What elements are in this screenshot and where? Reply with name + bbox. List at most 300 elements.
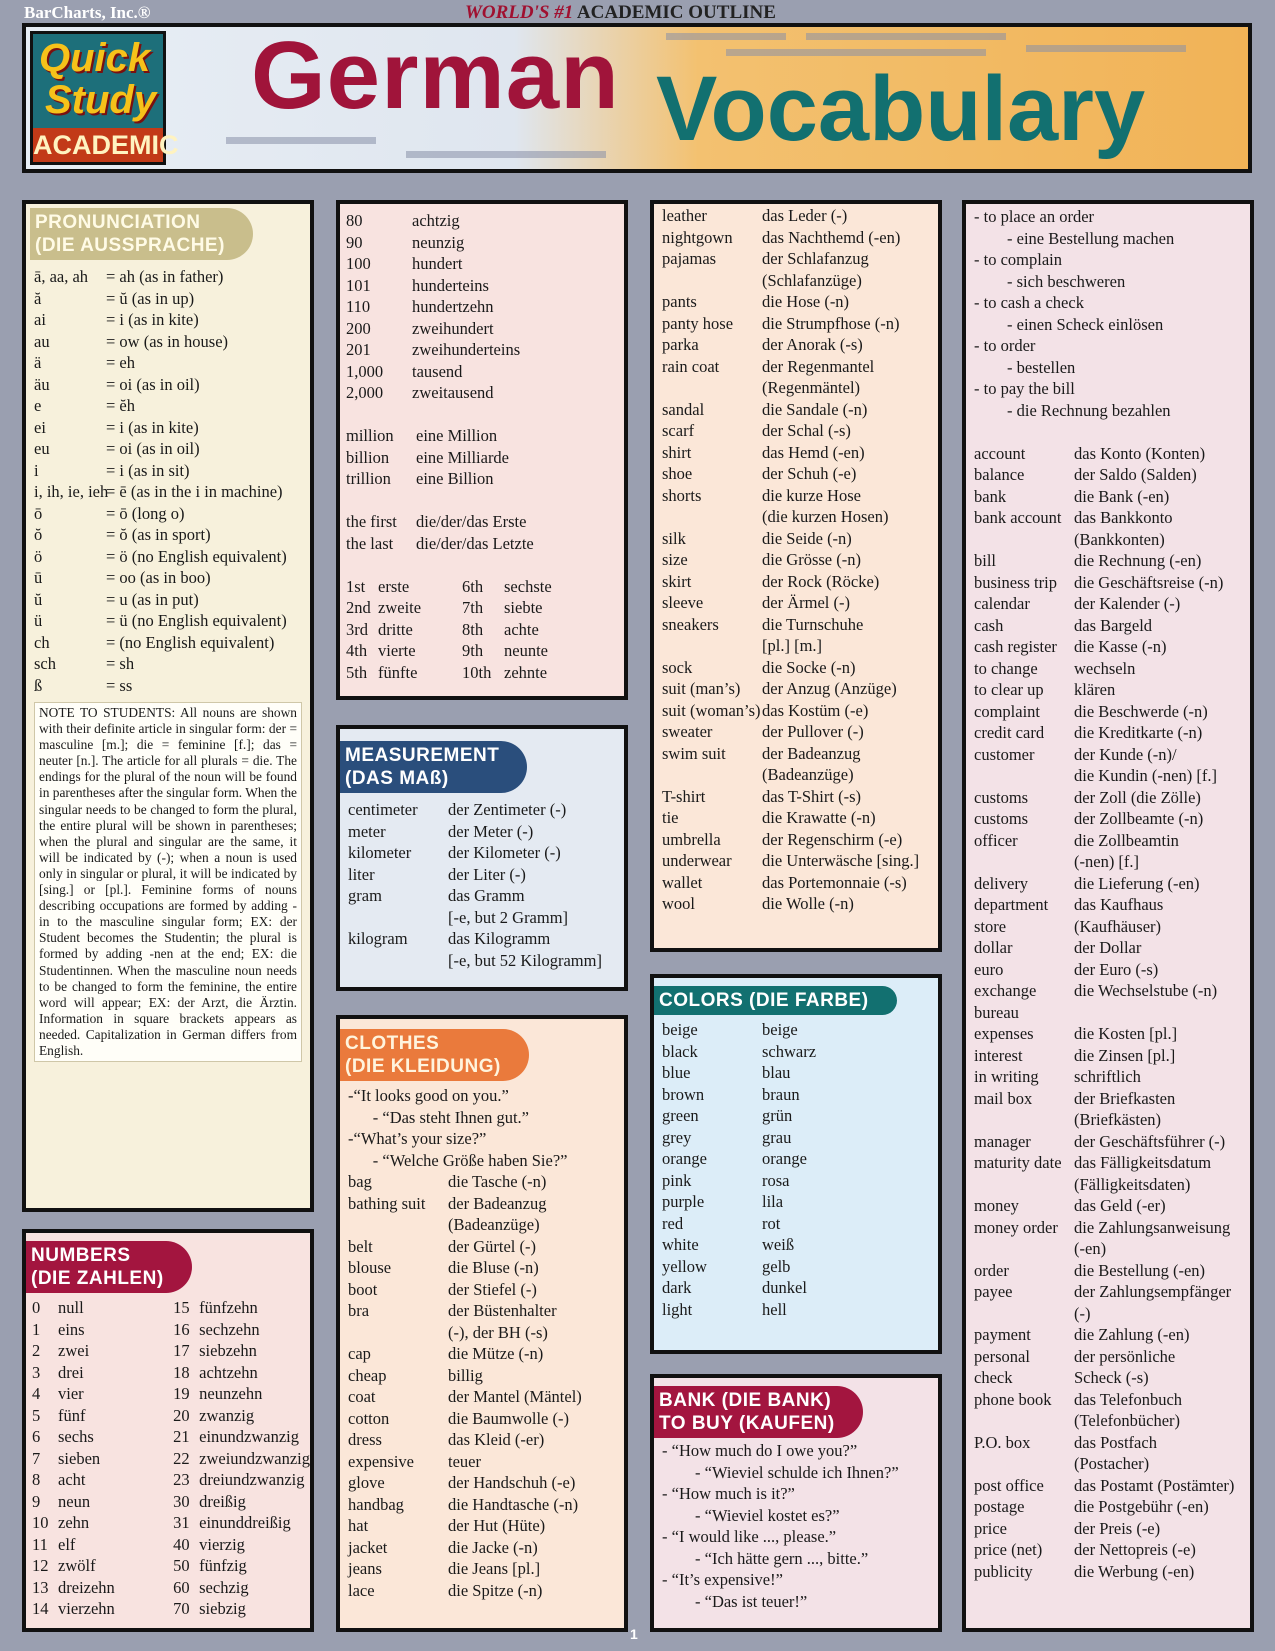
number-row-translation: achtzig	[412, 211, 460, 230]
clothes-row-term: cotton	[348, 1408, 390, 1428]
clothes-row-term: coat	[348, 1387, 376, 1406]
measurement-row	[348, 885, 624, 907]
bank-row-translation: das Postfach	[1074, 1432, 1157, 1452]
clothes-row-translation: der Gürtel (-)	[448, 1236, 536, 1256]
tagline	[465, 2, 776, 24]
bank-row-translation: die Geschäftsreise (-n)	[1074, 572, 1224, 592]
pronunciation-row-translation: = i (as in sit)	[106, 460, 190, 480]
clothes-row-translation: der Schal (-s)	[762, 421, 851, 440]
pronunciation-row-translation: = ö (no English equivalent)	[106, 546, 287, 566]
number-row-term: trillion	[346, 469, 391, 488]
number-row-translation: zwei	[58, 1341, 90, 1360]
bank-row	[974, 1346, 1250, 1368]
ordinal-word: dritte	[378, 619, 413, 639]
clothes-row-term	[662, 506, 762, 528]
number-row	[173, 1319, 310, 1341]
number-row-term: 201	[346, 340, 371, 359]
pronunciation-row-translation: = oo (as in boo)	[106, 568, 211, 587]
measurement-row-term: kilometer	[348, 843, 412, 862]
bank-row-term: maturity date	[974, 1153, 1062, 1172]
number-row-translation: sieben	[58, 1448, 101, 1468]
number-row-term: 90	[346, 232, 363, 252]
measurement-row-term: meter	[348, 821, 386, 841]
bank-row-term: post office	[974, 1475, 1044, 1495]
color-row-translation: gelb	[762, 1256, 791, 1276]
bank-phrase: - “I would like ..., please.”	[662, 1527, 837, 1546]
bank-row-term: bureau	[974, 1002, 1019, 1022]
number-row-term: 110	[346, 297, 371, 316]
number-row-term: 2,000	[346, 383, 384, 402]
color-row	[662, 1256, 938, 1278]
bank-row-translation: die Kosten [pl.]	[1074, 1024, 1178, 1043]
pronunciation-row	[34, 417, 310, 439]
numbers-continued-list	[340, 204, 624, 683]
ordinal-row	[346, 619, 624, 641]
clothes-row-translation: teuer	[448, 1451, 481, 1471]
color-row	[662, 1105, 938, 1127]
number-row-translation: eine Milliarde	[416, 447, 510, 467]
pronunciation-row-term: ei	[34, 417, 46, 437]
bank-row	[974, 894, 1250, 916]
number-row	[32, 1319, 173, 1341]
clothes-row-term: glove	[348, 1473, 385, 1492]
clothes-row-term: sleeve	[662, 593, 704, 612]
bank-row-term: dollar	[974, 938, 1013, 957]
number-row	[346, 533, 624, 555]
pronunciation-row	[34, 675, 310, 697]
numbers-list-right	[173, 1297, 310, 1620]
number-row-term: 31	[173, 1513, 190, 1532]
number-row-translation: vier	[58, 1384, 84, 1403]
color-row-term: brown	[662, 1084, 705, 1104]
clothes-panel	[336, 1015, 628, 1632]
number-row	[32, 1426, 173, 1448]
pronunciation-row-translation: = ow (as in house)	[106, 331, 229, 351]
bank-row	[974, 722, 1250, 744]
clothes-row-term: rain coat	[662, 356, 720, 376]
clothes-row	[662, 807, 938, 829]
number-row	[173, 1469, 310, 1491]
numbers-heading	[26, 1241, 192, 1293]
ordinal-word: erste	[378, 576, 410, 596]
clothes-row-term: shirt	[662, 442, 692, 462]
measurement-row	[348, 928, 624, 950]
clothes-row-term: scarf	[662, 421, 695, 440]
number-row-term: billion	[346, 447, 390, 467]
number-row-term: 30	[173, 1491, 190, 1511]
number-row-translation: zweihunderteins	[412, 340, 521, 359]
bank-row-term: balance	[974, 465, 1025, 484]
bank-row	[974, 550, 1250, 572]
number-row-translation: fünf	[58, 1405, 86, 1425]
bank-row-term: customer	[974, 744, 1035, 764]
bank-row	[974, 1195, 1250, 1217]
color-row-term: white	[662, 1235, 699, 1254]
number-row-translation: tausend	[412, 361, 463, 381]
clothes-row	[348, 1279, 624, 1301]
number-row	[346, 232, 624, 254]
bank-row-term: check	[974, 1368, 1013, 1387]
number-row-term: 11	[32, 1534, 48, 1554]
number-row-translation: neunzehn	[199, 1384, 263, 1403]
bank-row-translation: die Wechselstube (-n)	[1074, 981, 1218, 1000]
number-row-translation: eins	[58, 1319, 85, 1339]
clothes-row-translation: (die kurzen Hosen)	[762, 507, 889, 526]
number-row-term: 16	[173, 1319, 190, 1339]
clothes-row-translation: (Badeanzüge)	[448, 1215, 540, 1234]
clothes-phrase: -“It looks good on you.”	[348, 1086, 509, 1105]
bank-row-translation: die Rechnung (-en)	[1074, 551, 1202, 570]
bank-row-translation: die Werbung (-en)	[1074, 1561, 1195, 1581]
clothes-row-translation: die Spitze (-n)	[448, 1580, 543, 1600]
bank-row-translation: der Nettopreis (-e)	[1074, 1540, 1196, 1559]
clothes-row	[662, 764, 938, 786]
bank-row-term: expenses	[974, 1024, 1034, 1043]
pronunciation-row	[34, 632, 310, 654]
clothes-row-translation: die Jeans [pl.]	[448, 1559, 541, 1578]
bank-row-translation: der Zahlungsempfänger	[1074, 1282, 1232, 1301]
pronunciation-heading	[30, 208, 253, 260]
clothes-row-term: swim suit	[662, 743, 726, 763]
color-row	[662, 1019, 938, 1041]
pronunciation-row-term: ŭ	[34, 589, 43, 609]
number-row-translation: siebzig	[199, 1599, 246, 1618]
number-row-term: 15	[173, 1298, 190, 1317]
color-row	[662, 1148, 938, 1170]
number-row-translation: vierzehn	[58, 1599, 115, 1618]
clothes-row-term: pajamas	[662, 249, 717, 268]
clothes-row-term	[662, 764, 762, 786]
pronunciation-row-translation: = ō (long o)	[106, 503, 185, 523]
clothes-row-translation: die Sandale (-n)	[762, 399, 868, 419]
number-row-term: 3	[32, 1362, 41, 1382]
clothes-row	[348, 1494, 624, 1516]
clothes-row-translation: die Wolle (-n)	[762, 894, 854, 913]
clothes-row	[662, 377, 938, 399]
color-row-term: yellow	[662, 1256, 707, 1276]
bank-row	[974, 873, 1250, 895]
bank-phrase: - “It’s expensive!”	[662, 1570, 783, 1589]
bank-row	[974, 1367, 1250, 1389]
number-row-translation: achtzehn	[199, 1362, 258, 1382]
clothes-row-term	[348, 1322, 448, 1344]
number-row-translation: dreizehn	[58, 1577, 115, 1597]
number-row	[173, 1426, 310, 1448]
measurement-list	[340, 799, 624, 971]
bank-row	[974, 1088, 1250, 1110]
clothes-row-translation: das Hemd (-en)	[762, 442, 865, 462]
clothes-row	[662, 678, 938, 700]
number-row-translation: hunderteins	[412, 275, 489, 295]
measurement-row-term: gram	[348, 886, 382, 905]
numbers-list	[26, 1297, 310, 1620]
clothes-row	[662, 485, 938, 507]
clothes-row-term: sneakers	[662, 614, 719, 634]
clothes-row-translation: der Handschuh (-e)	[448, 1473, 576, 1492]
pronunciation-row	[34, 309, 310, 331]
measurement-row-translation: der Kilometer (-)	[448, 843, 561, 862]
number-row-translation: vierzig	[199, 1534, 245, 1554]
number-row	[173, 1405, 310, 1427]
clothes-row-term: shorts	[662, 485, 702, 505]
bank-row	[974, 1432, 1250, 1454]
bank-row	[974, 1238, 1250, 1260]
clothes-row-term: sweater	[662, 722, 713, 741]
bank-row-translation: schriftlich	[1074, 1067, 1141, 1086]
pronunciation-row-term: au	[34, 331, 50, 351]
clothes-row-term: belt	[348, 1236, 373, 1256]
note-to-students: NOTE TO STUDENTS: All nouns are shown with their definite article in singular form: der = masculine [m.]; die = feminine [f.]; das = neuter [n.]. The article for all plurals = die. The endings for the plural of the noun will be found in parentheses after the singular form. When the singular needs to be changed to form the plural, the entire plural will be shown in parentheses; when the plural and singular are the same, it will be indicated by (-); when a noun is used only in singular or plural, it will be indicated by [sing.] or [pl.]. Feminine forms of nouns describing occupations are formed by adding -in to the masculine singular form; EX: der Student becomes the Studentin; the plural is formed by adding -nen at the end; EX: die Studentinnen. When the masculine noun needs to be changed to form the feminine, the entire word will appear; EX: der Arzt, die Ärztin. Information in square brackets appears as needed. Capitalization in German differs from English.	[34, 702, 302, 1062]
title-banner	[22, 23, 1252, 173]
number-row-term: the last	[346, 533, 394, 553]
clothes-row-term: silk	[662, 528, 686, 548]
colors-panel	[650, 974, 942, 1354]
bank-row	[974, 464, 1250, 486]
clothes-row-term: expensive	[348, 1451, 414, 1471]
bank-row-term	[974, 529, 1074, 551]
number-row-term: the first	[346, 512, 397, 531]
bank-row-term: to clear up	[974, 680, 1044, 699]
bank-row-translation: das Konto (Konten)	[1074, 443, 1206, 463]
pronunciation-row-term: e	[34, 396, 42, 415]
bank-continued-phrases	[966, 204, 1250, 421]
measurement-row	[348, 907, 624, 929]
pronunciation-row-term: ŏ	[34, 525, 43, 544]
number-row	[173, 1598, 310, 1620]
number-row-translation: neun	[58, 1491, 91, 1511]
number-row	[173, 1577, 310, 1599]
colors-heading: COLORS (DIE FARBE)	[654, 986, 897, 1015]
bank-row	[974, 1303, 1250, 1325]
bank-row-translation: (-en)	[1074, 1239, 1107, 1258]
measurement-row	[348, 950, 624, 972]
bank-row	[974, 1131, 1250, 1153]
number-row-translation: neunzig	[412, 232, 465, 252]
bank-row	[974, 443, 1250, 465]
pronunciation-row	[34, 460, 310, 482]
numbers-list-left	[32, 1297, 173, 1620]
bank-row-term	[974, 1453, 1074, 1475]
number-row-term: 12	[32, 1556, 49, 1575]
bank-row-translation: das Bankkonto	[1074, 508, 1173, 527]
pronunciation-row-translation: = i (as in kite)	[106, 417, 199, 437]
clothes-row-term: shoe	[662, 464, 693, 483]
number-row-translation: einunddreißig	[199, 1513, 291, 1532]
color-row-translation: schwarz	[762, 1041, 817, 1061]
clothes-row-term: nightgown	[662, 227, 733, 247]
clothes-row	[662, 334, 938, 356]
measurement-heading	[340, 741, 527, 793]
number-row	[173, 1555, 310, 1577]
bank-row-translation: der Briefkasten	[1074, 1088, 1176, 1108]
bank-row-term: phone book	[974, 1389, 1052, 1409]
number-row-term: 5	[32, 1405, 41, 1425]
bank-heading	[654, 1386, 863, 1438]
bank-phrase: - to pay the bill	[974, 379, 1075, 398]
bank-row-translation: die Beschwerde (-n)	[1074, 701, 1208, 721]
bank-row-term: complaint	[974, 701, 1040, 721]
pronunciation-row	[34, 288, 310, 310]
number-row-term: 22	[173, 1448, 190, 1468]
bank-continued-panel	[962, 200, 1254, 1632]
clothes-row	[662, 528, 938, 550]
number-row-term: 200	[346, 318, 371, 338]
number-row	[173, 1362, 310, 1384]
bank-row	[974, 959, 1250, 981]
clothes-row-term: tie	[662, 808, 679, 827]
pronunciation-row-term: eu	[34, 439, 50, 458]
number-row-translation: sechzig	[199, 1577, 249, 1597]
bank-row-term: in writing	[974, 1067, 1039, 1086]
clothes-row	[348, 1580, 624, 1602]
number-row-translation: null	[58, 1298, 84, 1317]
number-row-translation: siebzehn	[199, 1341, 257, 1360]
clothes-row	[662, 743, 938, 765]
color-row-translation: dunkel	[762, 1278, 807, 1297]
number-row-term: 6	[32, 1427, 41, 1446]
pronunciation-row-term: i	[34, 460, 39, 480]
bank-phrase: - die Rechnung bezahlen	[974, 400, 1171, 420]
clothes-row-term: cheap	[348, 1365, 387, 1385]
color-row-term: black	[662, 1041, 698, 1061]
bank-row-term: order	[974, 1260, 1009, 1280]
bank-row-term: interest	[974, 1045, 1023, 1065]
clothes-row	[662, 506, 938, 528]
color-row-translation: lila	[762, 1192, 784, 1211]
number-row-term: 101	[346, 275, 371, 295]
color-row-term: light	[662, 1299, 693, 1319]
pronunciation-row	[34, 331, 310, 353]
bank-row-term: manager	[974, 1131, 1031, 1151]
color-row-translation: orange	[762, 1149, 807, 1168]
number-row-term: 9	[32, 1491, 41, 1511]
clothes-row-term: bra	[348, 1301, 370, 1320]
bank-row	[974, 1410, 1250, 1432]
clothes-row-translation: das T-Shirt (-s)	[762, 786, 861, 806]
number-row-term: 70	[173, 1599, 190, 1618]
bank-row-term: customs	[974, 809, 1029, 828]
measurement-row-translation: der Meter (-)	[448, 821, 534, 841]
bank-row	[974, 1002, 1250, 1024]
clothes-phrase: - “Das steht Ihnen gut.”	[348, 1107, 529, 1127]
bank-phrase: - to order	[974, 336, 1036, 355]
bank-heading-line2: TO BUY (KAUFEN)	[659, 1413, 835, 1434]
ordinal-number: 5th	[346, 662, 368, 682]
bank-row-translation: der Geschäftsführer (-)	[1074, 1131, 1226, 1151]
bank-row-term: customs	[974, 787, 1029, 807]
pronunciation-row-term: sch	[34, 654, 56, 673]
bank-row-term	[974, 1303, 1074, 1325]
measurement-row-term: centimeter	[348, 800, 418, 819]
bank-row	[974, 658, 1250, 680]
bank-phrase: - to cash a check	[974, 293, 1084, 312]
number-row-term: 13	[32, 1577, 49, 1597]
bank-row	[974, 615, 1250, 637]
clothes-row-translation: die Turnschuhe	[762, 614, 864, 634]
number-row-term: 17	[173, 1341, 190, 1360]
color-row-term: pink	[662, 1170, 692, 1190]
number-row	[173, 1512, 310, 1534]
clothes-row-translation: die Strumpfhose (-n)	[762, 313, 900, 333]
tagline-highlight: WORLD'S #1	[465, 2, 574, 23]
clothes-row-term: bag	[348, 1172, 372, 1191]
clothes-row	[348, 1300, 624, 1322]
bank-row-term	[974, 1174, 1074, 1196]
color-row-translation: weiß	[762, 1235, 795, 1254]
bank-row	[974, 1539, 1250, 1561]
ordinal-row	[346, 662, 624, 684]
clothes-row-translation: die Grösse (-n)	[762, 550, 861, 569]
color-row-term: beige	[662, 1020, 698, 1039]
ordinal-word: zehnte	[504, 662, 548, 682]
pronunciation-heading-line1: PRONUNCIATION	[35, 212, 201, 233]
clothes-heading	[340, 1029, 529, 1081]
color-row	[662, 1062, 938, 1084]
clothes-row	[348, 1408, 624, 1430]
bank-continued-list	[966, 443, 1250, 1583]
number-row-term: 14	[32, 1599, 49, 1618]
clothes-continued-panel	[650, 200, 942, 952]
pronunciation-row-term: ä	[34, 353, 42, 372]
pronunciation-row	[34, 589, 310, 611]
number-row-term: 23	[173, 1470, 190, 1489]
ordinal-number: 9th	[462, 641, 484, 660]
bank-row	[974, 830, 1250, 852]
pronunciation-row-translation: = ss	[106, 675, 133, 695]
number-row	[32, 1577, 173, 1599]
bank-row-translation: der Euro (-s)	[1074, 959, 1159, 979]
pronunciation-row-term: ai	[34, 310, 46, 329]
number-row	[173, 1534, 310, 1556]
clothes-row	[662, 463, 938, 485]
bank-row-translation: die Zahlung (-en)	[1074, 1325, 1190, 1344]
clothes-row-translation: das Kleid (-er)	[448, 1430, 545, 1449]
bank-row	[974, 1561, 1250, 1583]
measurement-row	[348, 821, 624, 843]
bank-row	[974, 937, 1250, 959]
measurement-row-term	[348, 950, 448, 972]
clothes-row-term: cap	[348, 1344, 371, 1363]
number-row	[173, 1383, 310, 1405]
pronunciation-row-translation: = eh	[106, 353, 136, 372]
pronunciation-row	[34, 546, 310, 568]
bank-row-translation: das Kaufhaus	[1074, 895, 1164, 914]
clothes-row	[348, 1429, 624, 1451]
bank-phrase: - sich beschweren	[974, 271, 1126, 291]
number-row	[346, 447, 624, 469]
bank-row	[974, 1045, 1250, 1067]
color-row-translation: blau	[762, 1063, 791, 1082]
logo-academic: ACADEMIC	[33, 130, 179, 160]
bank-phrase: - “Ich hätte gern ..., bitte.”	[662, 1548, 869, 1568]
bank-row	[974, 486, 1250, 508]
bank-row-term: cash register	[974, 637, 1057, 656]
bank-row-term: money order	[974, 1217, 1058, 1237]
clothes-row-term: sock	[662, 657, 693, 677]
bank-panel	[650, 1374, 942, 1632]
number-row	[346, 318, 624, 340]
pronunciation-row-term: ü	[34, 611, 43, 630]
number-row	[32, 1448, 173, 1470]
bank-row-translation: der Saldo (Salden)	[1074, 465, 1197, 484]
measurement-row-translation: der Liter (-)	[448, 864, 526, 884]
clothes-row	[662, 592, 938, 614]
clothes-row-translation: der Anzug (Anzüge)	[762, 679, 897, 698]
number-row	[346, 382, 624, 404]
publisher-name: BarCharts, Inc.®	[24, 3, 151, 22]
bank-row-translation: das Geld (-er)	[1074, 1196, 1166, 1215]
bank-row	[974, 1475, 1250, 1497]
